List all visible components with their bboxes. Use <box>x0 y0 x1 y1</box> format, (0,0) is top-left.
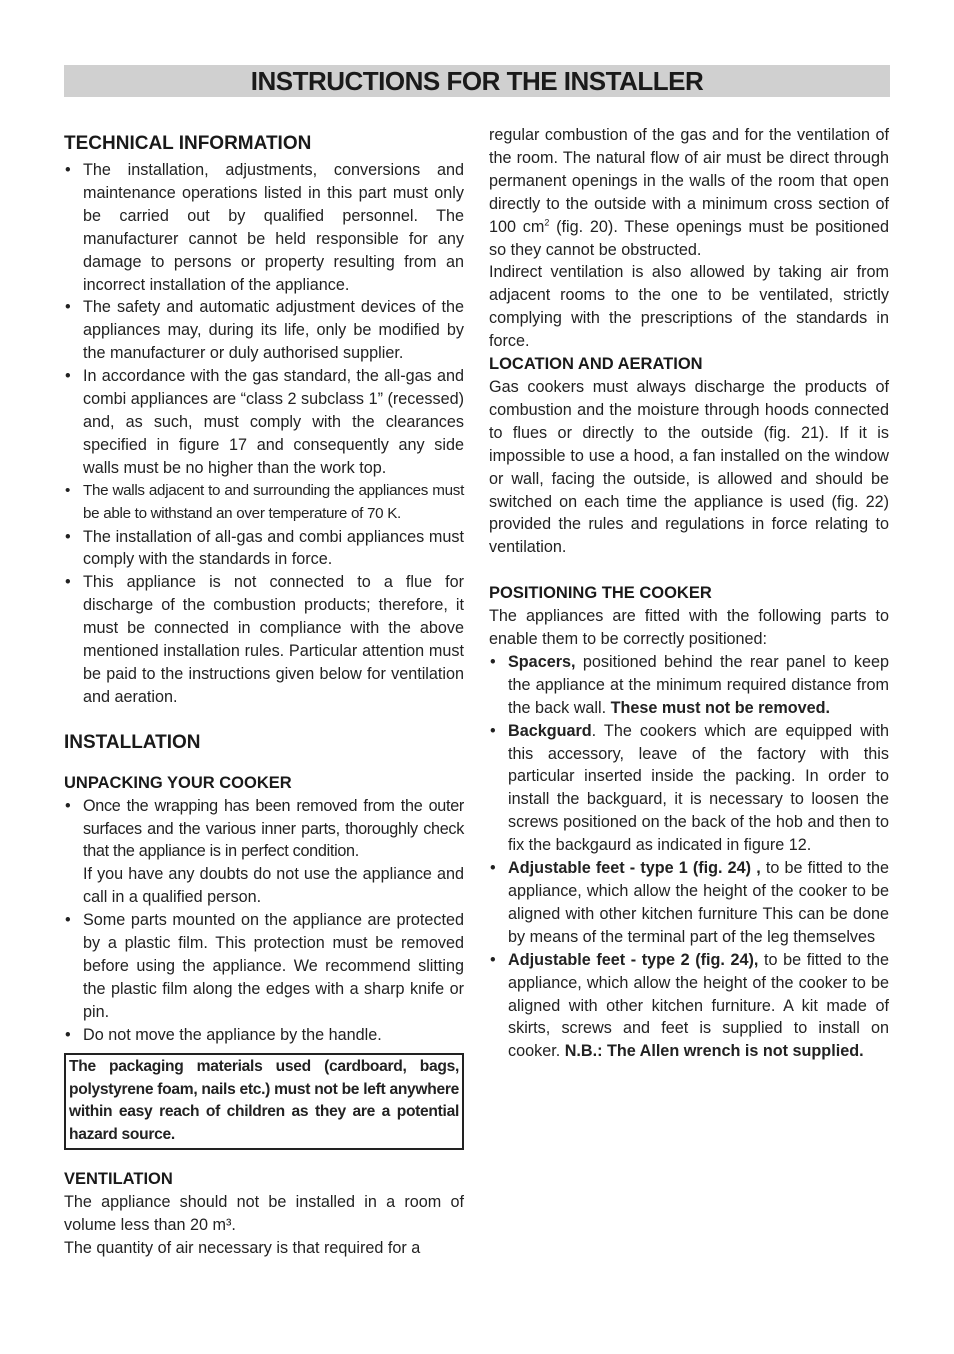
list-item: • The installation of all-gas and combi appliances must comply with the standards in force. <box>64 526 464 572</box>
list-item: • The safety and automatic adjustment devices of the appliances may, during its life, only be modified by the manufacturer or duly authorised supplier. <box>64 296 464 365</box>
list-item: • Adjustable feet - type 2 (fig. 24), to be fitted to the appliance, which allow the height of the cooker to be aligned with other kitchen furniture. A kit made of skirts, screws and feet is supplied to install on cooker. N.B.: The Allen wrench is not supplied. <box>489 949 889 1064</box>
right-column <box>489 124 889 1063</box>
list-item: • Adjustable feet - type 1 (fig. 24) , to be fitted to the appliance, which allow the height of the cooker to be aligned with other kitchen furniture This can be done by means of the terminal part of the leg themselves <box>489 857 889 949</box>
unpacking-item-1b: If you have any doubts do not use the appliance and call in a qualified person. <box>83 865 464 907</box>
ventilation-paragraph-1: The appliance should not be installed in a room of volume less than 20 m³. <box>64 1193 464 1235</box>
list-item: • This appliance is not connected to a flue for discharge of the combustion products; therefore, it must be connected in compliance with the above mentioned installation rules. Particular attention must be paid to the instructions given below for ventilation and aeration. <box>64 571 464 708</box>
list-item: • Spacers, positioned behind the rear panel to keep the appliance at the minimum required distance from the back wall. These must not be removed. <box>489 651 889 720</box>
left-column <box>64 124 464 1260</box>
list-item: • Do not move the appliance by the handle. <box>64 1024 464 1047</box>
positioning-list <box>489 651 889 1063</box>
list-item <box>64 795 464 910</box>
title-banner <box>64 65 890 97</box>
technical-list <box>64 159 464 709</box>
ventilation-paragraph-4: Indirect ventilation is also allowed by taking air from adjacent rooms to the one to be ventilated, strictly complying with the prescriptions of the standards in force. <box>489 263 889 351</box>
ventilation-heading: VENTILATION <box>64 1170 173 1189</box>
unpacking-item-1a: Once the wrapping has been removed from the outer surfaces and the various inner parts, thoroughly check that the appliance is in perfect condition. <box>83 796 464 861</box>
location-heading: LOCATION AND AERATION <box>489 355 703 374</box>
ventilation-paragraph-3: regular combustion of the gas and for the ventilation of the room. The natural flow of air must be direct through permanent openings in the walls of the room that open directly to the outside with a minimum cross section of 100 $cm^2$ (fig. 20). These openings must be positioned so they cannot be obstructed. <box>489 126 889 259</box>
list-item: • In accordance with the gas standard, the all-gas and combi appliances are “class 2 subclass 1” (recessed) and, as such, must comply with the clearances specified in figure 17 and consequently any side walls must be no higher than the work top. <box>64 365 464 480</box>
list-item: • The installation, adjustments, conversions and maintenance operations listed in this part must only be carried out by qualified personnel. The manufacturer cannot be held responsible for any damage to persons or property resulting from an incorrect installation of the appliance. <box>64 159 464 296</box>
packaging-warning-box: The packaging materials used (cardboard, bags, polystyrene foam, nails etc.) must not be left anywhere within easy reach of children as they are a potential hazard source. <box>64 1053 464 1151</box>
list-item: • The walls adjacent to and surrounding the appliances must be able to withstand an over temperature of 70 K. <box>64 480 464 526</box>
positioning-heading: POSITIONING THE COOKER <box>489 584 712 603</box>
location-paragraph: Gas cookers must always discharge the products of combustion and the moisture through hoods connected to flues or directly to the outside (fig. 21). If it is impossible to use a hood, a fan installed on the window or wall, facing the outside, is allowed and should be switched on each time the appliance is used (fig. 22) provided the rules and regulations in force relating to ventilation. <box>489 377 889 557</box>
installation-heading: INSTALLATION <box>64 731 201 753</box>
page-title: INSTRUCTIONS FOR THE INSTALLER <box>250 66 704 96</box>
unpacking-heading: UNPACKING YOUR COOKER <box>64 773 292 792</box>
positioning-intro: The appliances are fitted with the following parts to enable them to be correctly positioned: <box>489 607 889 649</box>
list-item: • Some parts mounted on the appliance are protected by a plastic film. This protection must be removed before using the appliance. We recommend slitting the plastic film along the edges with a sharp knife or pin. <box>64 909 464 1024</box>
technical-heading: TECHNICAL INFORMATION <box>64 133 312 154</box>
ventilation-paragraph-2: The quantity of air necessary is that required for a <box>64 1238 421 1257</box>
list-item: • Backguard. The cookers which are equipped with this accessory, leave of the factory with this particular inserted inside the packing. In order to install the backguard, it is necessary to loosen the screws positioned on the back of the hob and then to fix the backgaurd as indicated in figure 12. <box>489 720 889 857</box>
unpacking-list <box>64 795 464 1047</box>
